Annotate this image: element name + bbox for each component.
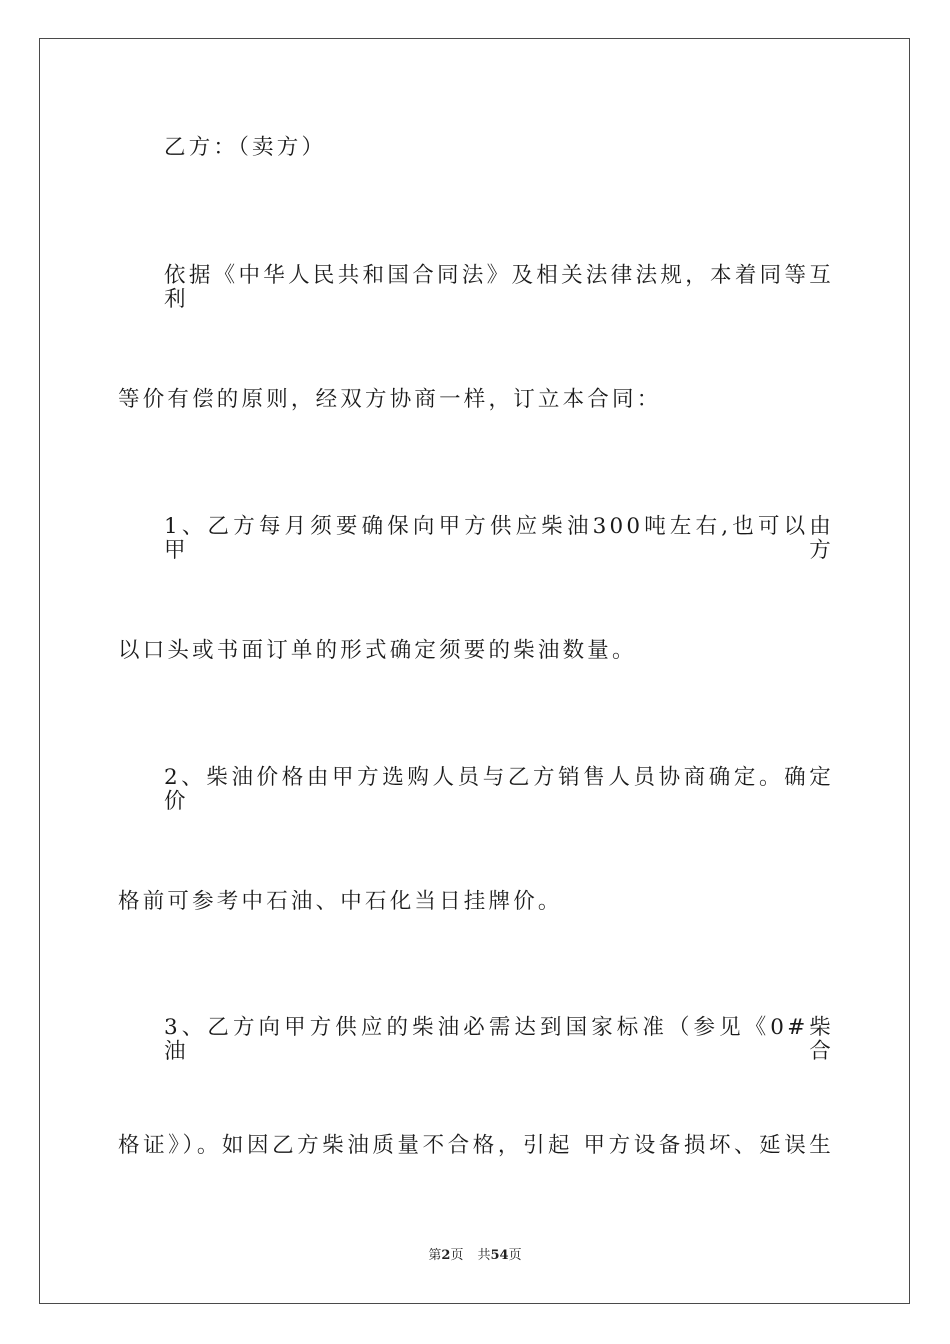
total-suffix: 页 <box>508 1248 522 1263</box>
page-number: 2 <box>441 1248 451 1263</box>
page-border <box>39 38 910 1304</box>
clause-3-line-1: 3、乙方向甲方供应的柴油必需达到国家标准（参见《0#柴油合 <box>164 1015 834 1064</box>
party-b-line: 乙方：（卖方） <box>164 135 327 160</box>
clause-3-line-2: 格证》）。如因乙方柴油质量不合格，引起 甲方设备损坏、延误生 <box>118 1133 834 1158</box>
page-prefix: 第 <box>428 1248 442 1263</box>
preamble-line-1: 依据《中华人民共和国合同法》及相关法律法规，本着同等互利 <box>164 263 834 312</box>
page-footer <box>0 1248 950 1264</box>
clause-2-line-2: 格前可参考中石油、中石化当日挂牌价。 <box>118 889 563 914</box>
clause-2-line-1: 2、柴油价格由甲方选购人员与乙方销售人员协商确定。确定价 <box>164 765 834 814</box>
preamble-line-2: 等价有偿的原则，经双方协商一样，订立本合同： <box>118 387 662 412</box>
clause-1-line-1: 1、乙方每月须要确保向甲方供应柴油300吨左右,也可以由甲方 <box>164 514 834 563</box>
clause-1-line-2: 以口头或书面订单的形式确定须要的柴油数量。 <box>118 638 637 663</box>
total-pages: 54 <box>490 1248 509 1263</box>
page-suffix: 页 <box>450 1248 464 1263</box>
total-prefix: 共 <box>477 1248 491 1263</box>
